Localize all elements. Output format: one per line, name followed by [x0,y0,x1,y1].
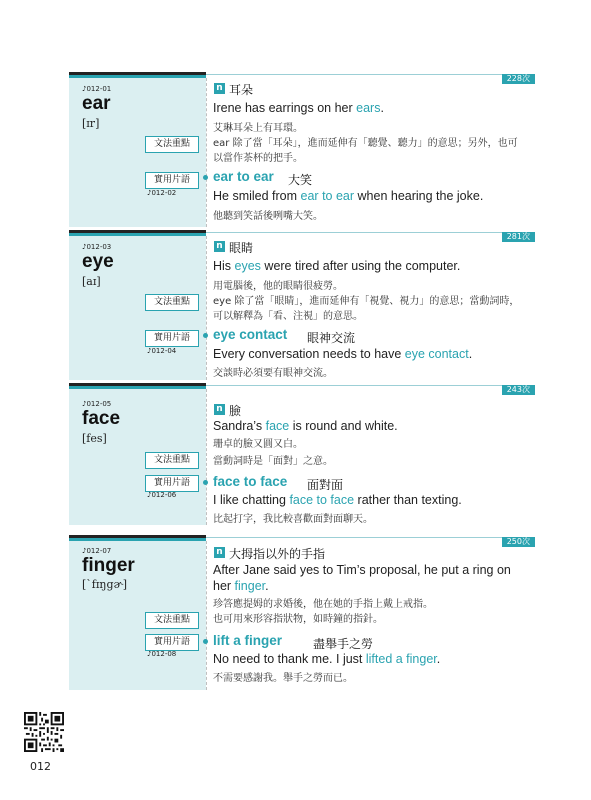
bullet-dot [203,175,208,180]
meaning: 眼睛 [229,241,254,255]
phrase-meaning: 大笑 [288,173,313,187]
example-sentence: His eyes were tired after using the computer. [213,259,461,273]
entry-rule [206,537,535,538]
phrase-meaning: 眼神交流 [307,331,356,345]
frequency-badge: 281次 [502,232,535,242]
phrase: ear to ear [213,169,274,184]
phrase-translation: 交談時必須要有眼神交流。 [213,368,333,379]
bullet-dot [203,480,208,485]
pronunciation: [ˋfɪŋgɚ] [82,578,128,591]
bullet-dot [203,333,208,338]
grammar-tag: 文法重點 [145,612,199,629]
example-sentence: Sandra’s face is round and white. [213,419,398,433]
pronunciation: [aɪ] [82,275,101,288]
phrase-example: No need to thank me. I just lifted a finger. [213,652,441,666]
phrase: lift a finger [213,633,283,648]
dashed-divider [206,541,207,690]
phrase-audio-track[interactable]: ♪012-08 [147,650,177,658]
grammar-note: ear 除了當「耳朵」，進而延伸有「聽覺、聽力」的意思；另外，也可以當作茶杯的把手。 [213,138,518,164]
bullet-dot [203,639,208,644]
part-of-speech-badge: n [214,547,225,558]
audio-track[interactable]: ♪012-05 [82,400,112,408]
phrase-highlight: eye contact [404,347,469,361]
entry-rule [206,232,535,233]
phrase-tag: 實用片語 [145,634,199,651]
keyword-highlight: eyes [234,259,261,273]
frequency-badge: 243次 [502,385,535,395]
phrase: eye contact [213,327,288,342]
audio-track[interactable]: ♪012-07 [82,547,112,555]
phrase-translation: 他聽到笑話後咧嘴大笑。 [213,211,323,222]
page-number: 012 [30,760,51,773]
phrase-tag: 實用片語 [145,172,199,189]
example-sentence: Irene has earrings on her ears. [213,101,384,115]
pronunciation: [ɪr] [82,117,100,130]
phrase-translation: 不需要感謝我。舉手之勞而已。 [213,673,353,684]
example-translation: 珊卓的臉又圓又白。 [213,439,303,450]
grammar-note: eye 除了當「眼睛」，進而延伸有「視覺、視力」的意思；當動詞時，可以解釋為「看、注視」的意思。 [213,296,520,322]
headword: finger [82,555,135,576]
phrase-highlight: lifted a finger [365,652,437,666]
phrase-meaning: 盡舉手之勞 [313,637,374,651]
phrase-audio-track[interactable]: ♪012-02 [147,189,177,197]
phrase-audio-track[interactable]: ♪012-04 [147,347,177,355]
meaning: 耳朵 [229,83,254,97]
phrase: face to face [213,474,288,489]
meaning: 大拇指以外的手指 [229,547,326,561]
keyword-highlight: ears [356,101,381,115]
phrase-audio-track[interactable]: ♪012-06 [147,491,177,499]
entry-rule [206,74,535,75]
phrase-example: Every conversation needs to have eye contact. [213,347,473,361]
entry-rule [206,385,535,386]
grammar-note: 當動詞時是「面對」之意。 [213,456,333,467]
phrase-translation: 比起打字，我比較喜歡面對面聊天。 [213,514,373,525]
headword: face [82,408,121,429]
entry-finger [69,535,535,690]
example-translation: 用電腦後，他的眼睛很疲勞。 [213,281,343,292]
grammar-tag: 文法重點 [145,452,199,469]
audio-track[interactable]: ♪012-03 [82,243,112,251]
frequency-badge: 228次 [502,74,535,84]
part-of-speech-badge: n [214,404,225,415]
keyword-highlight: finger [234,579,266,593]
example-translation: 艾琳耳朵上有耳環。 [213,123,303,134]
example-sentence: After Jane said yes to Tim’s proposal, he put a ring on her finger. [213,563,511,593]
entry-face [69,383,535,525]
pronunciation: [fes] [82,432,107,445]
headword: eye [82,251,114,272]
frequency-badge: 250次 [502,537,535,547]
audio-track[interactable]: ♪012-01 [82,85,112,93]
meaning: 臉 [229,404,242,418]
headword: ear [82,93,111,114]
phrase-example: He smiled from ear to ear when hearing the joke. [213,189,484,203]
grammar-note: 也可用來形容指狀物，如時鐘的指針。 [213,614,383,625]
entry-eye [69,230,535,380]
entry-ear [69,72,535,227]
phrase-highlight: ear to ear [300,189,355,203]
grammar-tag: 文法重點 [145,136,199,153]
keyword-highlight: face [265,419,290,433]
dashed-divider [206,78,207,227]
example-translation: 珍答應提姆的求婚後，他在她的手指上戴上戒指。 [213,599,433,610]
phrase-tag: 實用片語 [145,330,199,347]
grammar-tag: 文法重點 [145,294,199,311]
part-of-speech-badge: n [214,241,225,252]
phrase-example: I like chatting face to face rather than texting. [213,493,462,507]
phrase-tag: 實用片語 [145,475,199,492]
dashed-divider [206,389,207,525]
part-of-speech-badge: n [214,83,225,94]
dashed-divider [206,236,207,380]
qr-code-icon[interactable] [24,712,64,752]
phrase-highlight: face to face [289,493,355,507]
phrase-meaning: 面對面 [307,478,344,492]
